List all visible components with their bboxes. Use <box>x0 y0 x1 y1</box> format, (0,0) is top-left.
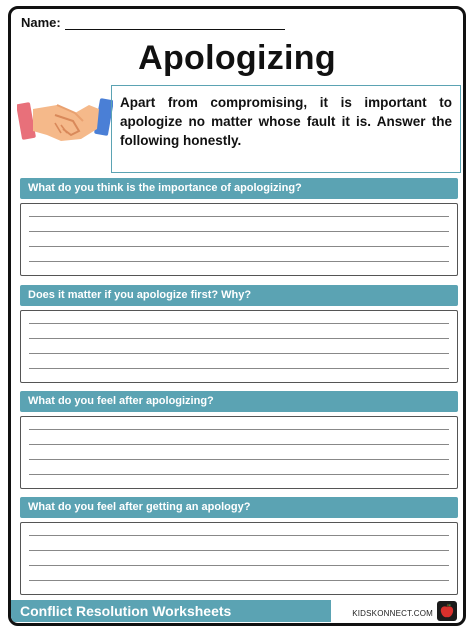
name-label: Name: <box>21 15 61 30</box>
apple-icon <box>437 601 457 621</box>
answer-box-1[interactable] <box>20 203 458 276</box>
question-label-3: What do you feel after apologizing? <box>20 391 458 412</box>
answer-box-2[interactable] <box>20 310 458 383</box>
brand-label: KIDSKONNECT.COM <box>352 609 433 618</box>
question-section-2 <box>20 285 458 383</box>
question-section-1 <box>20 178 458 276</box>
handshake-icon <box>17 95 113 145</box>
worksheet-page <box>8 6 466 626</box>
answer-box-3[interactable] <box>20 416 458 489</box>
answer-box-4[interactable] <box>20 522 458 595</box>
question-label-4: What do you feel after getting an apology? <box>20 497 458 518</box>
intro-box: Apart from compromising, it is important to apologize no matter whose fault it is. Answer the following honestly. <box>111 85 461 173</box>
question-label-1: What do you think is the importance of apologizing? <box>20 178 458 199</box>
name-row <box>21 15 285 30</box>
question-label-2: Does it matter if you apologize first? Why? <box>20 285 458 306</box>
question-section-4 <box>20 497 458 595</box>
question-section-3 <box>20 391 458 489</box>
name-line[interactable] <box>65 18 285 30</box>
page-title: Apologizing <box>138 39 336 77</box>
series-title: Conflict Resolution Worksheets <box>11 600 331 622</box>
